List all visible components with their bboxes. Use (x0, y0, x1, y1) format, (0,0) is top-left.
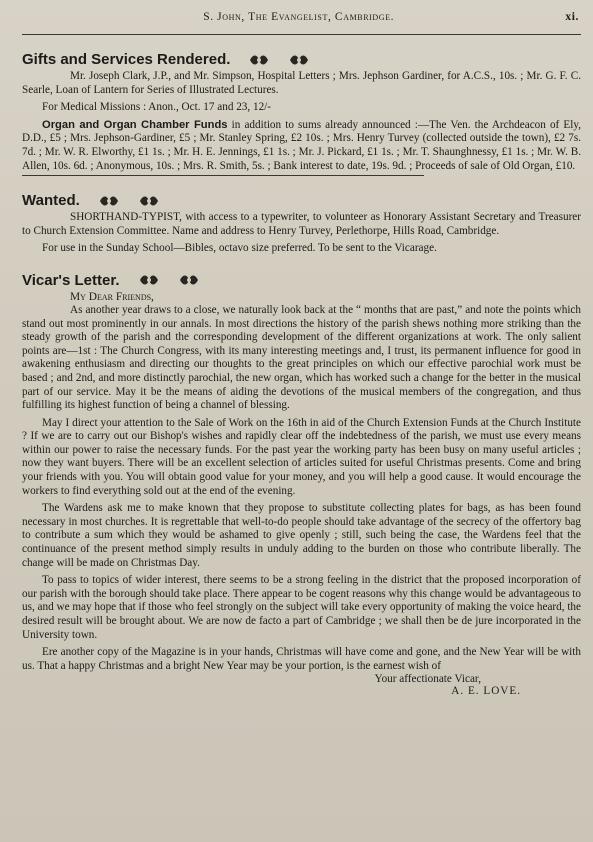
gifts-heading (22, 51, 581, 68)
floral-ornament-icon (288, 53, 310, 67)
page-number: xi. (565, 11, 579, 23)
letter-paragraph-3: The Wardens ask me to make known that they propose to substitute collecting plates for bags, as has been found necessary in most churches. It is regrettable that well-to-do people should take advantage of the secrecy of the offertory bag to contribute a sum which they would be ashamed to give openly ; still, such being the case, the Wardens feel that the continuance of the present method simply results in unduly adding to the burden on those who contribute liberally. The change will be made on Christmas Day. (22, 502, 581, 569)
letter-greeting: My Dear Friends, (70, 290, 154, 303)
gifts-paragraph-1: Mr. Joseph Clark, J.P., and Mr. Simpson, Hospital Letters ; Mrs. Jephson Gardiner, for A.C.S., 10s. ; Mr. G. F. C. Searle, Loan of Lantern for Series of Illustrated Lectures. (22, 70, 581, 96)
floral-ornament-icon (248, 53, 270, 67)
section-divider (22, 175, 424, 176)
wanted-heading-text: Wanted. (22, 192, 80, 210)
letter-paragraph-1: As another year draws to a close, we naturally look back at the “ months that are past,” and note the points which stand out most prominently in our annals. In most directions the history of the parish shews nothing more striking than the steady growth of the parish and the corresponding development of the different organizations at work. The only salient points are—1st : The Church Congress, with its many interesting meetings and, I trust, its permanent influence for good in awakening enthusiasm and directing our thoughts to the great principles on which our effective parochial work must be based ; and 2nd, and more distinctly parochial, the new organ, which has worked such a change for the better in the musical part of our service. May it be the means of aiding the devotions of the musical members of the congregation, and thus fulfilling its highest function of being a channel of blessing. (22, 303, 581, 412)
letter-paragraph-2: May I direct your attention to the Sale of Work on the 16th in aid of the Church Extension Funds at the Church Institute ? If we are to carry out our Bishop's wishes and rapidly clear off the indebtedness of the parish, we must use every means within our power to raise the necessary funds. For the past year the working party has been busy on many useful articles ; now they want buyers. There will be an excellent selection of articles suited for useful Christmas presents. Come and bring your friends with you. You will obtain good value for your money, and you will help a good cause. It would encourage the workers to find everything sold out at the end of the evening. (22, 416, 581, 497)
letter-signature: A. E. LOVE. (451, 685, 521, 698)
running-title: S. John, The Evangelist, Cambridge. (203, 11, 395, 23)
floral-ornament-icon (178, 273, 200, 287)
letter-paragraph-5: Ere another copy of the Magazine is in your hands, Christmas will have come and gone, and the New Year will be with us. That a happy Christmas and a bright New Year may be your portion, is the earnest wish of (22, 646, 581, 672)
floral-ornament-icon (98, 194, 120, 208)
wanted-ornaments (98, 194, 160, 208)
letter-closing: Your affectionate Vicar, (374, 673, 481, 686)
vicars-letter-heading (22, 272, 581, 289)
letter-paragraph-4: To pass to topics of wider interest, there seems to be a strong feeling in the district that the proposed incorporation of our parish with the borough should take place. There appear to be cogent reasons why this change would be advantageous to us, and we may hope that if those who feel strongly on the subject will take every opportunity of making the voice heard, the desired result will be brought about. We are now de facto a part of Cambridge ; we shall then be de jure incorporated in the University town. (22, 574, 581, 641)
wanted-bibles-line: For use in the Sunday School—Bibles, octavo size preferred. To be sent to the Vicarage. (42, 242, 437, 255)
wanted-heading (22, 192, 581, 209)
organ-fund-lead: Organ and Organ Chamber Funds (42, 118, 228, 131)
organ-fund-list: in addition to sums already announced :—The Ven. the Archdeacon of Ely, D.D., £5 ; Mrs. Jephson-Gardiner, £5 ; Mr. Stanley Spring, £2 10s. ; Mrs. Henry Turvey (collected outside the town), £2 7s. 7d. ; Mr. W. R. Elworthy, £1 1s. ; Mr. H. E. Jennings, £1 1s. ; Mr. J. Pickard, £1 1s. ; Mr. T. Shaunghnessy, £1 1s. ; Mr. W. B. Allen, 10s. 6d. ; Anonymous, 10s. ; Mrs. R. Smith, 5s. ; Bank interest to date, 19s. 9d. ; Proceeds of sale of Old Organ, £10. (22, 118, 582, 172)
wanted-typist-paragraph: SHORTHAND-TYPIST, with access to a typewriter, to volunteer as Honorary Assistant Secretary and Treasurer to Church Extension Committee. Name and address to Henry Turvey, Perlethorpe, Hills Road, Cambridge. (22, 211, 581, 237)
gifts-ornaments (248, 53, 310, 67)
vicars-letter-heading-text: Vicar's Letter. (22, 271, 120, 289)
gifts-heading-text: Gifts and Services Rendered. (22, 51, 231, 68)
floral-ornament-icon (138, 194, 160, 208)
organ-fund-paragraph (22, 119, 581, 173)
handwritten-date-mark (437, 0, 557, 22)
medical-missions-line: For Medical Missions : Anon., Oct. 17 and 23, 12/- (42, 101, 272, 114)
letter-ornaments (138, 273, 200, 287)
floral-ornament-icon (138, 273, 160, 287)
